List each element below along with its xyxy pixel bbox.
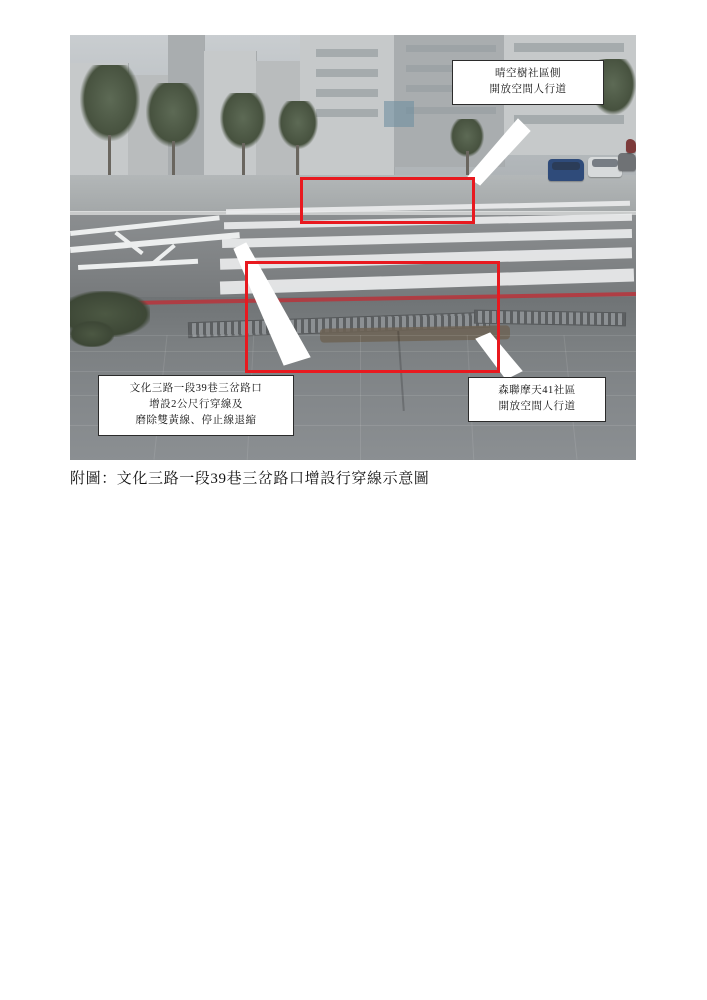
tree-trunk bbox=[466, 151, 469, 177]
highlight-box-upper bbox=[300, 177, 475, 224]
window-band bbox=[316, 109, 378, 117]
tree-canopy bbox=[220, 93, 266, 149]
callout-bottom-right-line-1: 森聯摩天41社區 bbox=[498, 385, 576, 396]
callout-bottom-right bbox=[468, 377, 606, 422]
callout-top-right bbox=[452, 60, 604, 105]
callout-top-right-line-1: 晴空樹社區側 bbox=[495, 68, 561, 79]
window-band bbox=[316, 49, 378, 57]
window-band bbox=[316, 89, 378, 97]
street-intersection-photo bbox=[70, 35, 636, 460]
callout-bottom-left bbox=[98, 375, 294, 436]
window-band bbox=[406, 107, 496, 114]
roadside-bush bbox=[70, 321, 114, 347]
window-band bbox=[514, 115, 624, 124]
car-white bbox=[588, 157, 622, 177]
car-red bbox=[626, 139, 636, 153]
shopfront-window bbox=[384, 101, 414, 127]
callout-bottom-left-line-3: 磨除雙黃線、停止線退縮 bbox=[135, 415, 257, 426]
window-band bbox=[514, 43, 624, 52]
callout-bottom-left-line-1: 文化三路一段39巷三岔路口 bbox=[129, 383, 263, 394]
window-band bbox=[316, 69, 378, 77]
callout-bottom-right-line-2: 開放空間人行道 bbox=[498, 401, 576, 412]
car-blue bbox=[548, 159, 584, 181]
crosswalk-stripe bbox=[222, 229, 632, 248]
window-band bbox=[406, 45, 496, 52]
callout-bottom-left-line-2: 增設2公尺行穿線及 bbox=[149, 399, 243, 410]
car-window bbox=[592, 159, 618, 166]
callout-top-right-line-2: 開放空間人行道 bbox=[489, 84, 567, 95]
tree-canopy bbox=[278, 101, 318, 149]
tree-canopy bbox=[80, 65, 140, 141]
highlight-box-lower bbox=[245, 261, 500, 373]
figure-caption: 附圖：文化三路一段39巷三岔路口增設行穿線示意圖 bbox=[70, 471, 430, 487]
figure-container bbox=[70, 35, 636, 460]
tree-trunk bbox=[296, 145, 299, 179]
tree-canopy bbox=[146, 83, 200, 147]
car-gray bbox=[618, 153, 636, 171]
car-window bbox=[552, 162, 579, 170]
